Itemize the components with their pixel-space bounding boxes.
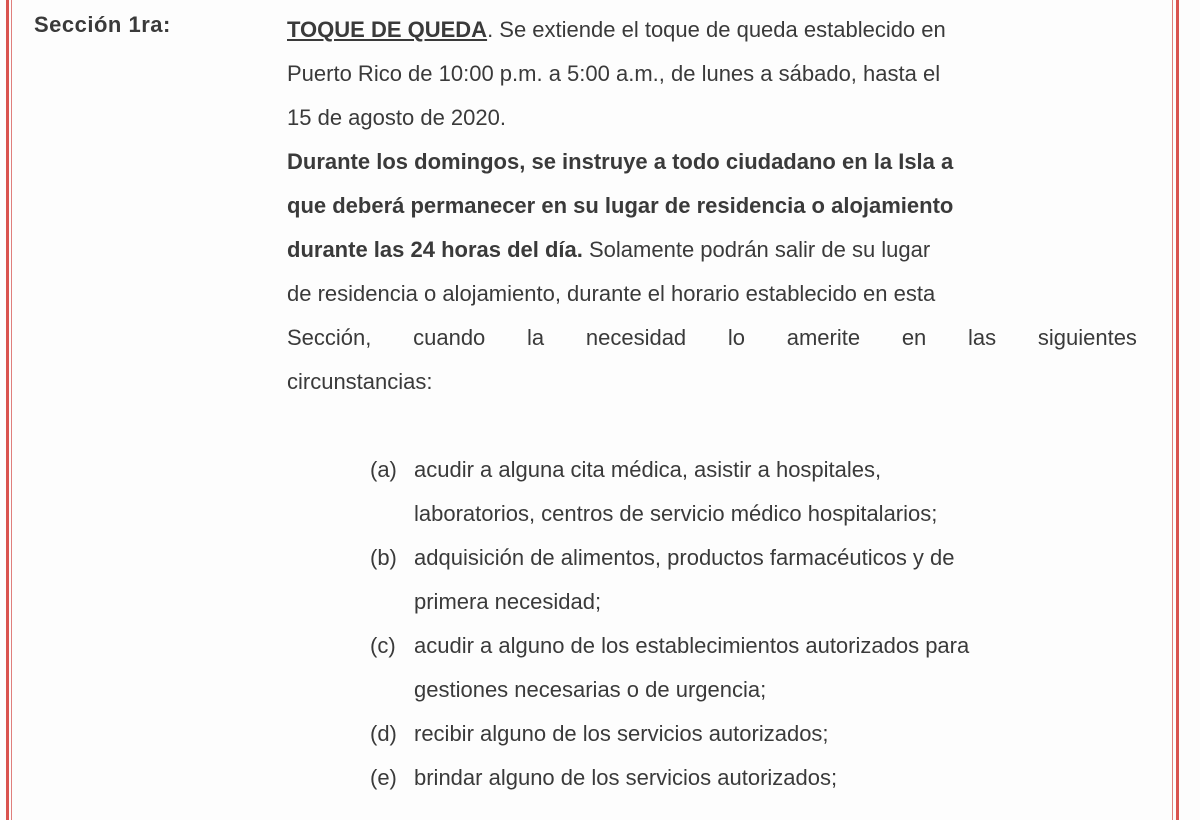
list-item-line: adquisición de alimentos, productos farmacéuticos y de [414, 545, 955, 570]
list-item-line: laboratorios, centros de servicio médico hospitalarios; [414, 501, 938, 526]
justified-word: la [527, 325, 545, 350]
list-item-line: gestiones necesarias o de urgencia; [414, 677, 767, 702]
justified-word: en [901, 325, 927, 350]
section-label: Sección 1ra: [34, 12, 171, 37]
body-line-2: Puerto Rico de 10:00 p.m. a 5:00 a.m., de lunes a sábado, hasta el [287, 61, 941, 86]
list-item-line: brindar alguno de los servicios autorizados; [414, 765, 838, 790]
list-item [370, 712, 1140, 756]
section-heading: TOQUE DE QUEDA [287, 17, 488, 42]
body-line-4: Durante los domingos, se instruye a todo ciudadano en la Isla a [287, 149, 954, 174]
justified-word: amerite [786, 325, 861, 350]
list-item-line: acudir a alguna cita médica, asistir a hospitales, [414, 457, 882, 482]
list-item-line: acudir a alguno de los establecimientos autorizados para [414, 633, 970, 658]
body-line-6-bold: durante las 24 horas del día. [287, 237, 583, 262]
left-red-border [6, 0, 9, 820]
list-item-marker: (c) [370, 633, 396, 658]
body-line-1-text: . Se extiende el toque de queda establecido en [487, 17, 946, 42]
justified-word: siguientes [1037, 325, 1137, 350]
body-line-8 [287, 316, 1137, 360]
body-line-9: circunstancias: [287, 369, 433, 394]
section-body [287, 8, 1137, 404]
list-item [370, 624, 1140, 712]
list-item-marker: (d) [370, 721, 397, 746]
list-item [370, 448, 1140, 536]
left-red-border-inner [11, 0, 12, 820]
body-line-5: que deberá permanecer en su lugar de residencia o alojamiento [287, 193, 954, 218]
body-line-6 [287, 228, 1137, 272]
list-item-line: primera necesidad; [414, 589, 602, 614]
justified-word: las [968, 325, 997, 350]
justified-word: necesidad [585, 325, 687, 350]
justified-word: Sección, [287, 325, 372, 350]
list-item [370, 536, 1140, 624]
right-red-border-inner [1172, 0, 1173, 820]
list-item [370, 756, 1140, 800]
circumstance-list [370, 448, 1140, 800]
body-line-1 [287, 8, 1137, 52]
right-red-border [1176, 0, 1179, 820]
justified-word: lo [727, 325, 746, 350]
body-line-7: de residencia o alojamiento, durante el horario establecido en esta [287, 281, 936, 306]
list-item-line: recibir alguno de los servicios autorizados; [414, 721, 829, 746]
list-item-marker: (e) [370, 765, 397, 790]
list-item-marker: (a) [370, 457, 397, 482]
justified-word: cuando [413, 325, 486, 350]
body-line-6-text: Solamente podrán salir de su lugar [582, 237, 931, 262]
body-line-3: 15 de agosto de 2020. [287, 105, 506, 130]
list-item-marker: (b) [370, 545, 397, 570]
